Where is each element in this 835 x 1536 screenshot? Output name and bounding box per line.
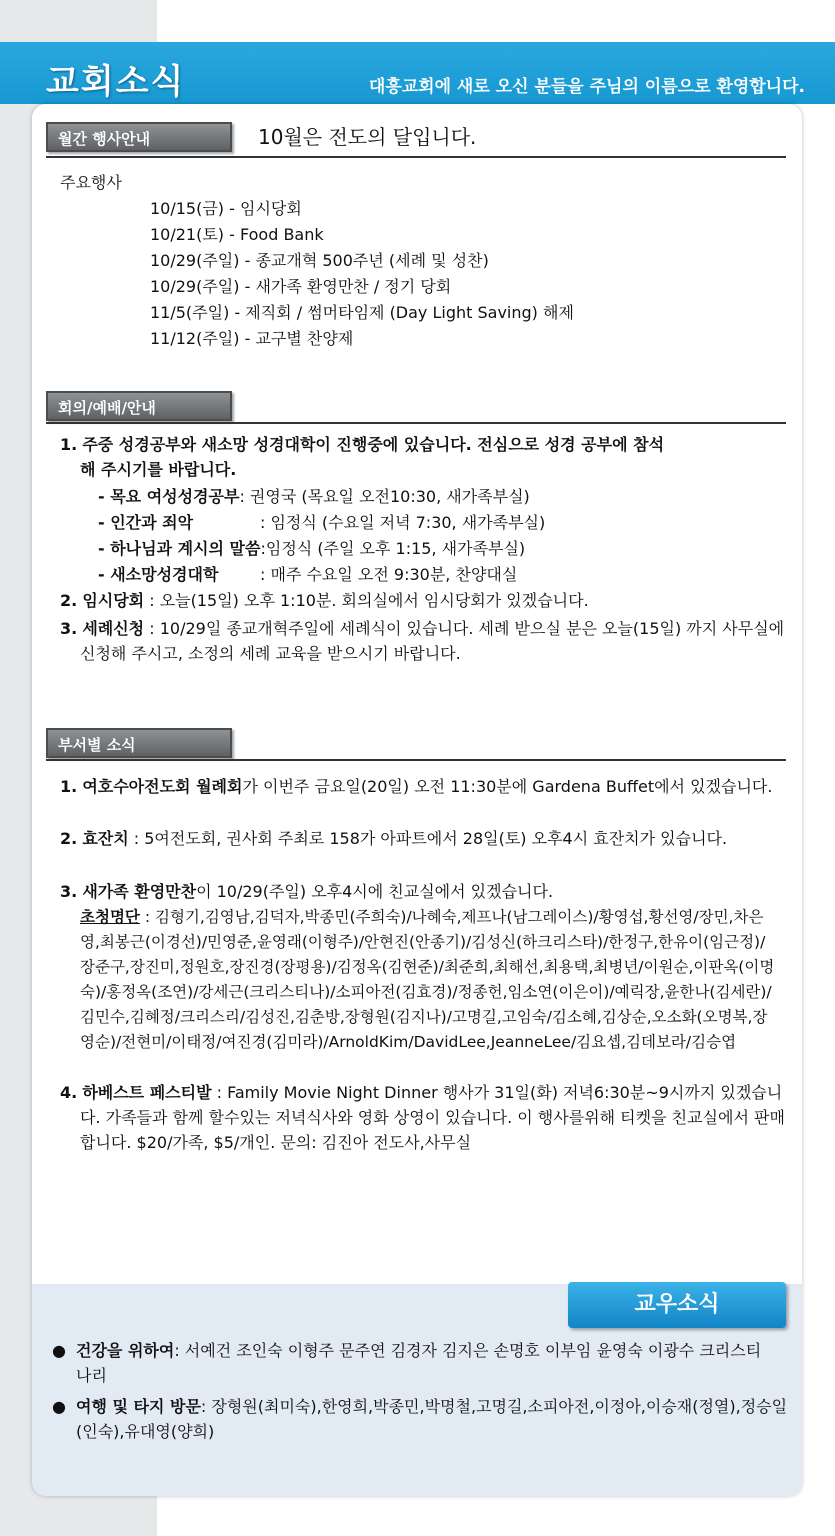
item-text: : 오늘(15일) 오후 1:10분. 회의실에서 임시당회가 있겠습니다. xyxy=(144,591,589,610)
bullet-dot: ● xyxy=(52,1397,66,1416)
meeting-item-3 xyxy=(60,616,796,666)
study-item xyxy=(98,562,517,588)
dept-item-1 xyxy=(60,774,796,799)
event-item: 10/21(토) - Food Bank xyxy=(150,225,324,244)
item-text: : 10/29일 종교개혁주일에 세례식이 있습니다. 세례 받으실 분은 오늘(15일) 까지 사무실에 신청해 주시고, 소정의 세례 교육을 받으시기 바랍니다. xyxy=(80,619,785,663)
study-name: - 인간과 죄악 xyxy=(98,513,194,532)
meeting-item-2 xyxy=(60,588,786,613)
item-text: 가 이번주 금요일(20일) 오전 11:30분에 Gardena Buffet에서 있겠습니다. xyxy=(242,777,773,796)
departments-label: 부서별 소식 xyxy=(46,728,232,758)
event-item: 11/5(주일) - 제직회 / 썸머타임제 (Day Light Saving) 해제 xyxy=(150,303,574,322)
bullet-dot: ● xyxy=(52,1341,66,1360)
section-divider xyxy=(46,422,786,424)
item-text: : 5여전도회, 권사회 주최로 158가 아파트에서 28일(토) 오후4시 효잔치가 있습니다. xyxy=(128,829,728,848)
item-number: 2. xyxy=(60,591,78,610)
section-divider xyxy=(46,759,786,761)
item-number: 1. xyxy=(60,777,78,796)
dept-item-3 xyxy=(60,879,796,904)
health-title: 건강을 위하여 xyxy=(76,1341,175,1360)
bulletin-card xyxy=(32,104,802,1496)
travel-bullet xyxy=(52,1394,802,1444)
study-name: - 하나님과 계시의 말씀 xyxy=(98,539,261,558)
event-item: 11/12(주일) - 교구별 찬양제 xyxy=(150,329,354,348)
travel-names: : 장형원(최미숙),한영희,박종민,박명철,고명길,소피아전,이정아,이승재(정열),정승일(인숙),유대영(양희) xyxy=(76,1397,788,1441)
invite-list xyxy=(80,905,776,1055)
study-name: - 새소망성경대학 xyxy=(98,565,219,584)
study-name: - 목요 여성성경공부 xyxy=(98,487,240,506)
item-title: 임시당회 xyxy=(82,591,145,610)
monthly-events-label: 월간 행사안내 xyxy=(46,122,232,152)
study-detail: : 권영국 (목요일 오전10:30, 새가족부실) xyxy=(239,487,530,506)
invite-names: : 김형기,김영남,김덕자,박종민(주희숙)/나혜숙,제프나(남그레이스)/황영섭,황선영/장민,차은영,최봉근(이경선)/민영준,윤영래(이형주)/안현진(안종기)/김성신(하크리스타)/한정구,한유이(임근정)/장준구,장진미,정원호,장진경(장평용)/김정옥(김현준)/최준희,최해선,최용택,최병년/이원순,이판옥(이명숙)/홍정옥(조연)/강세근(크리스티나)/소피아전(김효경)/정종헌,임소연(이은이)/예릭장,윤한나(김세란)/김민수,김혜정/크리스리/김성진,김춘방,장형원(김지나)/고명길,고임숙/김소혜,김상순,오소화(오명복,장영순)/전현미/이태정/여진경(김미라)/ArnoldKim/DavidLee,JeanneLee/김요셉,김데보라/김승엽 xyxy=(80,908,775,1051)
item-text: : Family Movie Night Dinner 행사가 31일(화) 저녁6:30분~9시까지 있겠습니다. 가족들과 함께 할수있는 저녁식사와 영화 상영이 있습니다. 이 행사를위해 티켓을 친교실에서 판매합니다. $20/가족, $5/개인. 문의: 김진아 전도사,사무실 xyxy=(80,1083,785,1152)
travel-title: 여행 및 타지 방문 xyxy=(76,1397,201,1416)
item-text: 이 10/29(주일) 오후4시에 친교실에서 있겠습니다. xyxy=(196,882,554,901)
item-title: 효잔치 xyxy=(82,829,129,848)
item-title: 세례신청 xyxy=(82,619,145,638)
monthly-theme: 10월은 전도의 달입니다. xyxy=(258,125,477,149)
item-title: 여호수아전도회 월례회 xyxy=(82,777,243,796)
item-number: 4. xyxy=(60,1083,78,1102)
event-item: 10/29(주일) - 새가족 환영만찬 / 정기 당회 xyxy=(150,277,452,296)
health-names: : 서예건 조인숙 이형주 문주연 김경자 김지은 손명호 이부임 윤영숙 이광수 크리스티나리 xyxy=(76,1341,762,1385)
dept-item-2 xyxy=(60,826,796,851)
study-item xyxy=(98,510,545,536)
study-detail: : 매주 수요일 오전 9:30분, 찬양대실 xyxy=(260,565,518,584)
item-title: 하베스트 페스티발 xyxy=(82,1083,212,1102)
item-number: 3. xyxy=(60,619,78,638)
dept-item-4 xyxy=(60,1080,796,1155)
page-title: 교회소식 xyxy=(46,62,186,102)
meeting-item-1 xyxy=(60,432,786,482)
study-item xyxy=(98,484,530,510)
header-bar xyxy=(0,42,835,104)
study-detail: : 임정식 (수요일 저녁 7:30, 새가족부실) xyxy=(260,513,546,532)
health-bullet xyxy=(52,1338,776,1388)
study-detail: :임정식 (주일 오후 1:15, 새가족부실) xyxy=(260,539,526,558)
item-title: 새가족 환영만찬 xyxy=(82,882,197,901)
events-heading: 주요행사 xyxy=(60,173,122,192)
item-number: 2. xyxy=(60,829,78,848)
members-news-banner: 교우소식 xyxy=(568,1282,786,1328)
bible-study-notice-cont: 해 주시기를 바랍니다. xyxy=(80,460,237,479)
meetings-label: 회의/예배/안내 xyxy=(46,391,232,421)
event-item: 10/15(금) - 임시당회 xyxy=(150,199,302,218)
welcome-subtitle: 대흥교회에 새로 오신 분들을 주님의 이름으로 환영합니다. xyxy=(368,77,805,97)
bible-study-notice: 주중 성경공부와 새소망 성경대학이 진행중에 있습니다. 전심으로 성경 공부에 참석 xyxy=(82,435,665,454)
item-number: 1. xyxy=(60,435,78,454)
invite-label: 초청명단 xyxy=(80,908,140,926)
item-number: 3. xyxy=(60,882,78,901)
event-item: 10/29(주일) - 종교개혁 500주년 (세례 및 성찬) xyxy=(150,251,489,270)
section-divider xyxy=(46,156,786,158)
study-item xyxy=(98,536,525,562)
